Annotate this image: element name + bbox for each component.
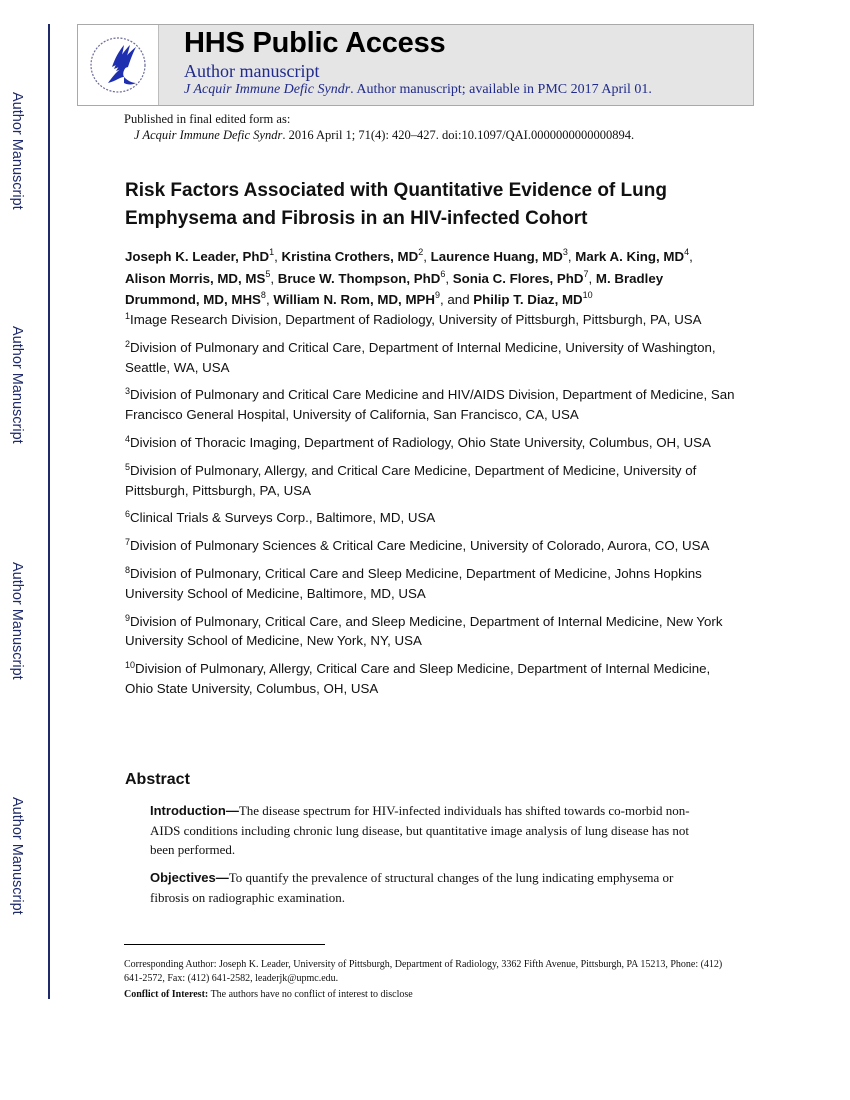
affiliation-text: Division of Pulmonary, Allergy, Critical Care and Sleep Medicine, Department of Internal Medicine, Ohio State University, Columbus, OH, USA (125, 661, 711, 696)
conflict-of-interest-note: Conflict of Interest: The authors have no conflict of interest to disclose (124, 989, 413, 1000)
author-name: Kristina Crothers, MD (281, 249, 419, 264)
author-affiliation-marker: 4 (684, 247, 690, 257)
affiliation-marker: 2 (125, 338, 131, 349)
affiliation (125, 612, 735, 652)
author-name: Philip T. Diaz, MD (473, 292, 583, 307)
author-name: Sonia C. Flores, PhD (452, 270, 584, 286)
author-affiliation-marker: 3 (562, 247, 568, 257)
manuscript-type: Author manuscript (184, 61, 320, 81)
affiliation-marker: 3 (125, 386, 131, 397)
availability-citation: J Acquir Immune Defic Syndr. Author manuscript; available in PMC 2017 April 01. (184, 82, 652, 97)
published-in: Published in final edited form as: J Acquir Immune Defic Syndr. 2016 April 1; 71(4): 420–427. doi:10.1097/QAI.0000000000000894. (124, 112, 635, 142)
affiliation-marker: 1 (125, 311, 131, 321)
affiliation-marker: 9 (125, 612, 131, 623)
affiliation-text: Division of Pulmonary, Allergy, and Critical Care Medicine, Department of Medicine, University of Pittsburgh, Pittsburgh, PA, USA (125, 462, 697, 498)
abstract-introduction: Introduction—The disease spectrum for HIV-infected individuals has shifted towards co-morbid non-AIDS conditions including chronic lung disease, but quantitative image analysis of lung disease has not been performed. (150, 803, 690, 857)
affiliation (125, 310, 735, 330)
author-name: Alison Morris, MD, MS (125, 270, 266, 286)
author-name: Bruce W. Thompson, PhD (277, 270, 441, 286)
author-affiliation-marker: 1 (269, 247, 275, 257)
margin-rule (48, 24, 50, 999)
affiliation-text: Division of Pulmonary, Critical Care, and Sleep Medicine, Department of Internal Medicine, New York University School of Medicine, New York, NY, USA (125, 613, 723, 649)
affiliation (125, 659, 735, 699)
affiliation (125, 461, 735, 501)
affiliation (125, 385, 735, 425)
affiliation-text: Division of Thoracic Imaging, Department of Radiology, Ohio State University, Columbus, OH, USA (130, 434, 711, 450)
author-name: M. Bradley Drummond, MD, MHS (125, 270, 664, 307)
author-list: Joseph K. Leader, PhD$^1$, Kristina Crothers, $MD^2$, Laurence Huang, $MD^3$, Mark A. King, $MD^4$, Alison Morris, MD, $MS^5$, Bruce W. Thompson, PhD$^6$, Sonia C. Flores, PhD$^7$, M. Bradley Drummond, MD, MHS$^8$, William N. Rom, MD, MPH$^9$, and Philip T. Diaz, MD$^{10}$ (125, 247, 693, 307)
author-affiliation-marker: 2 (418, 247, 424, 257)
affiliation-text: Image Research Division, Department of Radiology, University of Pittsburgh, Pittsburgh, PA, USA (130, 312, 702, 327)
author-affiliation-marker: 9 (435, 290, 441, 300)
affiliation (125, 536, 735, 556)
author-name: Laurence Huang, MD (430, 249, 563, 264)
affiliation-marker: 8 (125, 564, 131, 575)
footnote-divider (124, 944, 325, 945)
affiliation (125, 564, 735, 604)
affiliation-marker: 6 (125, 509, 131, 520)
affiliation-marker: 10 (125, 660, 136, 671)
final-citation: J Acquir Immune Defic Syndr. 2016 April 1; 71(4): 420–427. doi:10.1097/QAI.0000000000000894. (134, 128, 635, 142)
affiliation-marker: 5 (125, 461, 131, 472)
affiliation (125, 508, 735, 528)
author-affiliation-marker: 5 (265, 268, 271, 279)
affiliation-marker: 4 (125, 433, 131, 444)
author-name: Mark A. King, MD (575, 249, 685, 264)
affiliation-text: Division of Pulmonary Sciences & Critical Care Medicine, University of Colorado, Aurora, CO, USA (130, 538, 710, 554)
hhs-header (77, 24, 754, 106)
affiliation (125, 433, 735, 453)
author-affiliation-marker: 6 (440, 268, 446, 279)
affiliation-list (125, 310, 735, 707)
affiliation-text: Division of Pulmonary and Critical Care, Department of Internal Medicine, University of Washington, Seattle, WA, USA (125, 339, 716, 375)
abstract-heading: Abstract (125, 771, 190, 788)
author-conjunction: and (447, 292, 470, 307)
abstract-objectives: Objectives—To quantify the prevalence of structural changes of the lung indicating emphysema or fibrosis on radiographic examination. (150, 870, 674, 905)
affiliation (125, 338, 735, 378)
affiliation-text: Division of Pulmonary, Critical Care and Sleep Medicine, Department of Medicine, Johns Hopkins University School of Medicine, Baltimore, MD, USA (125, 565, 702, 601)
author-name: William N. Rom, MD, MPH (273, 292, 435, 307)
affiliation-text: Division of Pulmonary and Critical Care Medicine and HIV/AIDS Division, Department of Medicine, San Francisco General Hospital, University of California, San Francisco, CA, USA (125, 387, 735, 423)
affiliation-text: Clinical Trials & Surveys Corp., Baltimore, MD, USA (130, 510, 436, 526)
affiliation-marker: 7 (125, 537, 131, 548)
author-affiliation-marker: 8 (260, 290, 266, 300)
author-name: Joseph K. Leader, PhD (125, 249, 270, 264)
author-affiliation-marker: 7 (583, 268, 589, 279)
hhs-title: HHS Public Access (184, 27, 446, 59)
author-affiliation-marker: 10 (582, 290, 593, 300)
corresponding-author-note: Corresponding Author: Joseph K. Leader, University of Pittsburgh, Department of Radiology, 3362 Fifth Avenue, Pittsburgh, PA 15213, Phone: (412) 641-2572, Fax: (412) 641-2582, leaderjk@upmc.edu. (124, 959, 723, 984)
paper-title: Risk Factors Associated with Quantitative Evidence of Lung Emphysema and Fibrosis in an HIV-infected Cohort (125, 180, 667, 229)
hhs-eagle-logo-icon (78, 25, 159, 105)
